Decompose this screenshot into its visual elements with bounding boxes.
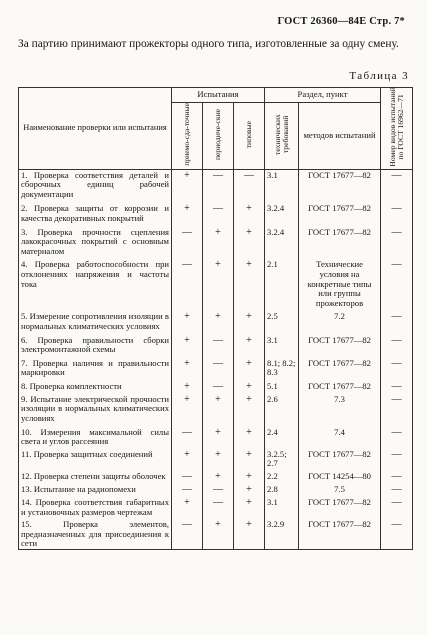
row-test-method: ГОСТ 17677—82 bbox=[299, 335, 381, 358]
row-test-name: 11. Проверка защитных соединений bbox=[19, 449, 172, 471]
table-row bbox=[19, 471, 413, 484]
row-test-method: ГОСТ 14254—80 bbox=[299, 471, 381, 484]
row-test-method: 7.5 bbox=[299, 484, 381, 497]
row-gost-mark: — bbox=[381, 169, 413, 203]
header-tech-requirements: технических требований bbox=[265, 103, 299, 170]
row-gost-mark: — bbox=[381, 227, 413, 260]
row-tech-section: 3.1 bbox=[265, 169, 299, 203]
row-test-method: ГОСТ 17677—82 bbox=[299, 449, 381, 471]
row-type-mark: + bbox=[234, 335, 265, 358]
row-test-method: ГОСТ 17677—82 bbox=[299, 497, 381, 519]
table-row bbox=[19, 394, 413, 427]
row-acceptance-mark: — bbox=[172, 471, 203, 484]
row-test-method: ГОСТ 17677—82 bbox=[299, 203, 381, 226]
header-group-tests: Испытания bbox=[172, 88, 265, 103]
row-acceptance-mark: + bbox=[172, 358, 203, 381]
row-periodic-mark: — bbox=[203, 484, 234, 497]
table-row bbox=[19, 497, 413, 519]
row-tech-section: 2.6 bbox=[265, 394, 299, 427]
row-periodic-mark: — bbox=[203, 169, 234, 203]
row-test-name: 12. Проверка степени защиты оболочек bbox=[19, 471, 172, 484]
row-periodic-mark: + bbox=[203, 427, 234, 449]
table-row bbox=[19, 335, 413, 358]
row-acceptance-mark: + bbox=[172, 311, 203, 334]
row-tech-section: 3.1 bbox=[265, 497, 299, 519]
row-gost-mark: — bbox=[381, 311, 413, 334]
table-row bbox=[19, 484, 413, 497]
document-code-header: ГОСТ 26360—84Е Стр. 7* bbox=[277, 16, 405, 27]
row-acceptance-mark: + bbox=[172, 381, 203, 394]
header-group-section: Раздел, пункт bbox=[265, 88, 381, 103]
header-type: типовые bbox=[234, 103, 265, 170]
row-type-mark: + bbox=[234, 259, 265, 311]
row-gost-mark: — bbox=[381, 519, 413, 549]
tests-table bbox=[18, 87, 413, 550]
row-periodic-mark: — bbox=[203, 381, 234, 394]
row-test-method: 7.3 bbox=[299, 394, 381, 427]
row-gost-mark: — bbox=[381, 484, 413, 497]
row-test-name: 9. Испытание электрической прочности изоляции в нормальных климатических условиях bbox=[19, 394, 172, 427]
intro-paragraph: За партию принимают прожекторы одного типа, изготовленные за одну смену. bbox=[18, 38, 399, 50]
header-gost-number: Номер видов испытаний по ГОСТ 16962—71 bbox=[381, 88, 413, 170]
row-tech-section: 3.2.4 bbox=[265, 203, 299, 226]
row-test-name: 15. Проверка элементов, предназначенных для присоединения к сети bbox=[19, 519, 172, 549]
row-type-mark: + bbox=[234, 227, 265, 260]
row-gost-mark: — bbox=[381, 449, 413, 471]
row-test-method: ГОСТ 17677—82 bbox=[299, 519, 381, 549]
row-type-mark: + bbox=[234, 394, 265, 427]
row-test-name: 14. Проверка соответствия габаритных и установочных размеров чертежам bbox=[19, 497, 172, 519]
row-acceptance-mark: — bbox=[172, 227, 203, 260]
row-tech-section: 5.1 bbox=[265, 381, 299, 394]
row-type-mark: + bbox=[234, 311, 265, 334]
table-row bbox=[19, 519, 413, 549]
table-row bbox=[19, 311, 413, 334]
row-test-name: 8. Проверка комплектности bbox=[19, 381, 172, 394]
row-acceptance-mark: + bbox=[172, 449, 203, 471]
row-test-method: 7.2 bbox=[299, 311, 381, 334]
row-test-method: ГОСТ 17677—82 bbox=[299, 169, 381, 203]
row-test-name: 1. Проверка соответствия деталей и сборочных единиц рабочей документации bbox=[19, 169, 172, 203]
row-type-mark: + bbox=[234, 497, 265, 519]
row-periodic-mark: + bbox=[203, 471, 234, 484]
row-acceptance-mark: + bbox=[172, 169, 203, 203]
row-tech-section: 2.2 bbox=[265, 471, 299, 484]
row-gost-mark: — bbox=[381, 358, 413, 381]
row-gost-mark: — bbox=[381, 381, 413, 394]
table-row bbox=[19, 449, 413, 471]
row-periodic-mark: + bbox=[203, 394, 234, 427]
header-test-name: Наименование проверки или испытания bbox=[19, 88, 172, 170]
row-test-name: 13. Испытание на радиопомехи bbox=[19, 484, 172, 497]
row-tech-section: 3.2.5; 2.7 bbox=[265, 449, 299, 471]
row-gost-mark: — bbox=[381, 259, 413, 311]
row-tech-section: 3.2.9 bbox=[265, 519, 299, 549]
row-test-name: 2. Проверка защиты от коррозии и качества декоративных покрытий bbox=[19, 203, 172, 226]
table-row bbox=[19, 203, 413, 226]
row-periodic-mark: + bbox=[203, 311, 234, 334]
row-periodic-mark: + bbox=[203, 449, 234, 471]
row-tech-section: 3.2.4 bbox=[265, 227, 299, 260]
row-test-method: ГОСТ 17677—82 bbox=[299, 381, 381, 394]
row-periodic-mark: + bbox=[203, 519, 234, 549]
row-test-name: 6. Проверка правильности сборки электромонтажной схемы bbox=[19, 335, 172, 358]
header-acceptance: приемо-сда-точные bbox=[172, 103, 203, 170]
row-acceptance-mark: — bbox=[172, 519, 203, 549]
row-gost-mark: — bbox=[381, 427, 413, 449]
row-type-mark: + bbox=[234, 203, 265, 226]
row-type-mark: + bbox=[234, 427, 265, 449]
row-type-mark: + bbox=[234, 484, 265, 497]
row-tech-section: 3.1 bbox=[265, 335, 299, 358]
row-type-mark: — bbox=[234, 169, 265, 203]
table-caption: Таблица 3 bbox=[349, 70, 409, 82]
row-periodic-mark: + bbox=[203, 259, 234, 311]
row-test-name: 3. Проверка прочности сцепления лакокрасочных покрытий с основным материалом bbox=[19, 227, 172, 260]
row-periodic-mark: — bbox=[203, 335, 234, 358]
table-row bbox=[19, 227, 413, 260]
row-periodic-mark: + bbox=[203, 227, 234, 260]
row-type-mark: + bbox=[234, 381, 265, 394]
row-test-method: 7.4 bbox=[299, 427, 381, 449]
row-test-method: ГОСТ 17677—82 bbox=[299, 227, 381, 260]
table-row bbox=[19, 169, 413, 203]
row-tech-section: 8.1; 8.2; 8.3 bbox=[265, 358, 299, 381]
row-test-name: 10. Измерения максимальной силы света и углов рассеяния bbox=[19, 427, 172, 449]
row-acceptance-mark: + bbox=[172, 394, 203, 427]
row-gost-mark: — bbox=[381, 203, 413, 226]
row-periodic-mark: — bbox=[203, 497, 234, 519]
table-row bbox=[19, 259, 413, 311]
row-gost-mark: — bbox=[381, 497, 413, 519]
header-periodic: периодиче-ские bbox=[203, 103, 234, 170]
row-acceptance-mark: — bbox=[172, 484, 203, 497]
row-tech-section: 2.1 bbox=[265, 259, 299, 311]
row-acceptance-mark: — bbox=[172, 259, 203, 311]
row-gost-mark: — bbox=[381, 471, 413, 484]
row-acceptance-mark: + bbox=[172, 497, 203, 519]
row-type-mark: + bbox=[234, 358, 265, 381]
row-tech-section: 2.8 bbox=[265, 484, 299, 497]
row-acceptance-mark: + bbox=[172, 335, 203, 358]
row-type-mark: + bbox=[234, 449, 265, 471]
row-tech-section: 2.4 bbox=[265, 427, 299, 449]
row-acceptance-mark: — bbox=[172, 427, 203, 449]
row-test-name: 7. Проверка наличия и правильности маркировки bbox=[19, 358, 172, 381]
row-tech-section: 2.5 bbox=[265, 311, 299, 334]
header-test-methods: методов испытаний bbox=[299, 103, 381, 170]
row-test-name: 4. Проверка работоспособности при отклонениях напряжения и частоты тока bbox=[19, 259, 172, 311]
row-gost-mark: — bbox=[381, 335, 413, 358]
table-row bbox=[19, 427, 413, 449]
row-periodic-mark: — bbox=[203, 203, 234, 226]
row-test-name: 5. Измерение сопротивления изоляции в нормальных климатических условиях bbox=[19, 311, 172, 334]
table-row bbox=[19, 381, 413, 394]
row-type-mark: + bbox=[234, 471, 265, 484]
row-gost-mark: — bbox=[381, 394, 413, 427]
row-test-method: Технические условия на конкретные типы или группы прожекторов bbox=[299, 259, 381, 311]
row-periodic-mark: — bbox=[203, 358, 234, 381]
table-row bbox=[19, 358, 413, 381]
row-test-method: ГОСТ 17677—82 bbox=[299, 358, 381, 381]
row-acceptance-mark: + bbox=[172, 203, 203, 226]
row-type-mark: + bbox=[234, 519, 265, 549]
